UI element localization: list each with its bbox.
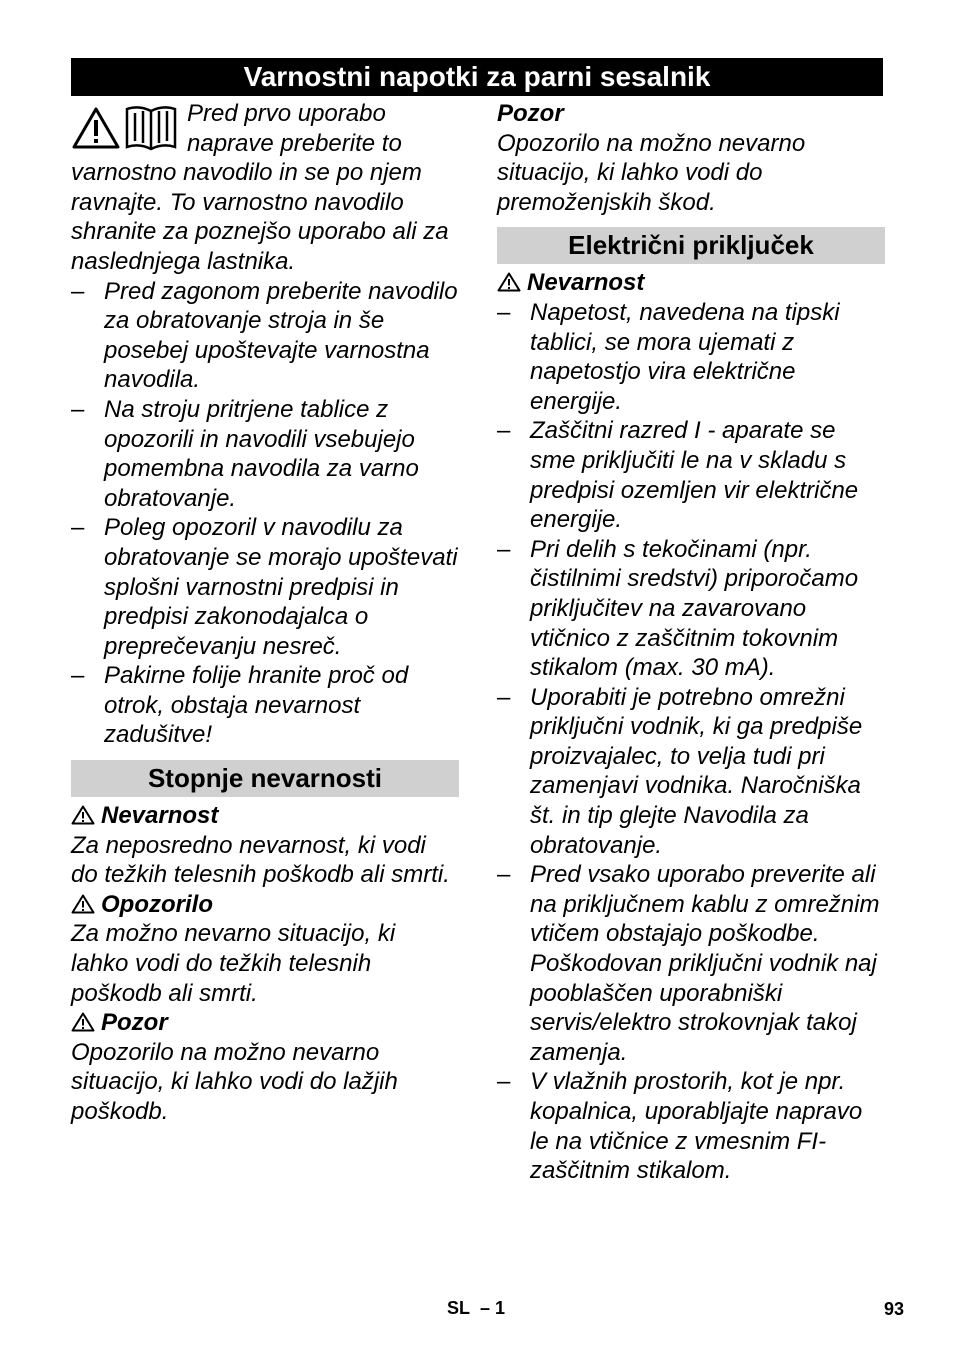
list-item: – Pred zagonom preberite navodilo za obratovanje stroja in še posebej upoštevajte varnostna navodila.: [71, 277, 458, 394]
warning-icon: [71, 894, 95, 914]
intro-text: Pred prvo uporabo naprave preberite to varnostno navodilo in se po njem ravnajte. To varnostno navodilo shranite za poznejšo uporabo ali za naslednjega lastnika.: [71, 100, 449, 275]
section-heading-electrical: Električni priključek: [497, 227, 885, 264]
dash-marker: –: [71, 662, 85, 690]
level-text: Za možno nevarno situacijo, ki lahko vodi do težkih telesnih poškodb ali smrti.: [71, 920, 396, 1007]
manual-book-icon: [127, 107, 175, 149]
dash-marker: –: [497, 535, 511, 563]
pozor-label: Pozor: [497, 100, 564, 127]
footer-section-label: [447, 1298, 505, 1319]
page-title: Varnostni napotki za parni sesalnik: [71, 58, 883, 96]
dash-marker: –: [71, 514, 85, 542]
dash-marker: –: [71, 277, 85, 305]
warning-manual-icon: [71, 103, 177, 155]
footer-language: SL: [447, 1298, 471, 1318]
list-item: – Pred vsako uporabo preverite ali na priključnem kablu z omrežnim vtičem obstajajo poškodbe. Poškodovan priključni vodnik naj pooblaščen uporabniški servis/elektro strokovnjak takoj zamenja.: [497, 861, 880, 1066]
level-label: Opozorilo: [71, 890, 459, 920]
list-item: – Zaščitni razred I - aparate se sme priključiti le na v skladu s predpisi ozemljen vir električne energije.: [497, 417, 859, 534]
dash-marker: –: [497, 417, 511, 445]
dash-marker: –: [497, 683, 511, 711]
right-list: [497, 298, 885, 1186]
pozor-text: Opozorilo na možno nevarno situacijo, ki lahko vodi do premoženjskih škod.: [497, 129, 806, 216]
dash-marker: –: [497, 1068, 511, 1096]
warning-icon: [71, 1012, 95, 1032]
level-text: Opozorilo na možno nevarno situacijo, ki lahko vodi do lažjih poškodb.: [71, 1038, 398, 1125]
warning-icon: [71, 805, 95, 825]
page-number: 93: [884, 1299, 905, 1319]
list-item: – Uporabiti je potrebno omrežni priključni vodnik, ki ga predpiše proizvajalec, to velja tudi pri zamenjavi vodnika. Naročniška št. in tip glejte Navodila za obratovanje.: [497, 683, 863, 859]
intro-block: [71, 99, 459, 277]
dash-marker: –: [71, 395, 85, 423]
nevarnost-label: Nevarnost: [497, 268, 885, 298]
level-label: Pozor: [71, 1008, 459, 1038]
level-text: Za neposredno nevarnost, ki vodi do težkih telesnih poškodb ali smrti.: [71, 831, 450, 889]
warning-triangle-icon: [74, 109, 118, 147]
level-label: Nevarnost: [71, 801, 459, 831]
dash-marker: –: [497, 298, 511, 326]
warning-icon: [497, 272, 521, 292]
left-list: [71, 277, 459, 751]
dash-marker: –: [497, 861, 511, 889]
list-item: – Pri delih s tekočinami (npr. čistilnimi sredstvi) priporočamo priključitev na zavarovano vtičnico z zaščitnim tokovnim stikalom (max. 30 mA).: [497, 535, 859, 682]
section-heading-hazard-levels: Stopnje nevarnosti: [71, 760, 459, 797]
intro-icons: [71, 103, 177, 155]
right-column: [497, 99, 885, 1186]
list-item: – Napetost, navedena na tipski tablici, se mora ujemati z napetostjo vira električne energije.: [497, 298, 840, 415]
left-column: [71, 99, 459, 1127]
list-item: – V vlažnih prostorih, kot je npr. kopalnica, uporabljajte napravo le na vtičnice z vmesnim FI-zaščitnim stikalom.: [497, 1068, 863, 1185]
list-item: – Poleg opozoril v navodilu za obratovanje se morajo upoštevati splošni varnostni predpisi in predpisi zakonodajalca o preprečevanju nesreč.: [71, 514, 458, 660]
footer-subpage: – 1: [480, 1298, 506, 1318]
list-item: – Pakirne folije hranite proč od otrok, obstaja nevarnost zadušitve!: [71, 662, 409, 749]
list-item: – Na stroju pritrjene tablice z opozorili in navodili vsebujejo pomembna navodila za varno obratovanje.: [71, 395, 419, 512]
